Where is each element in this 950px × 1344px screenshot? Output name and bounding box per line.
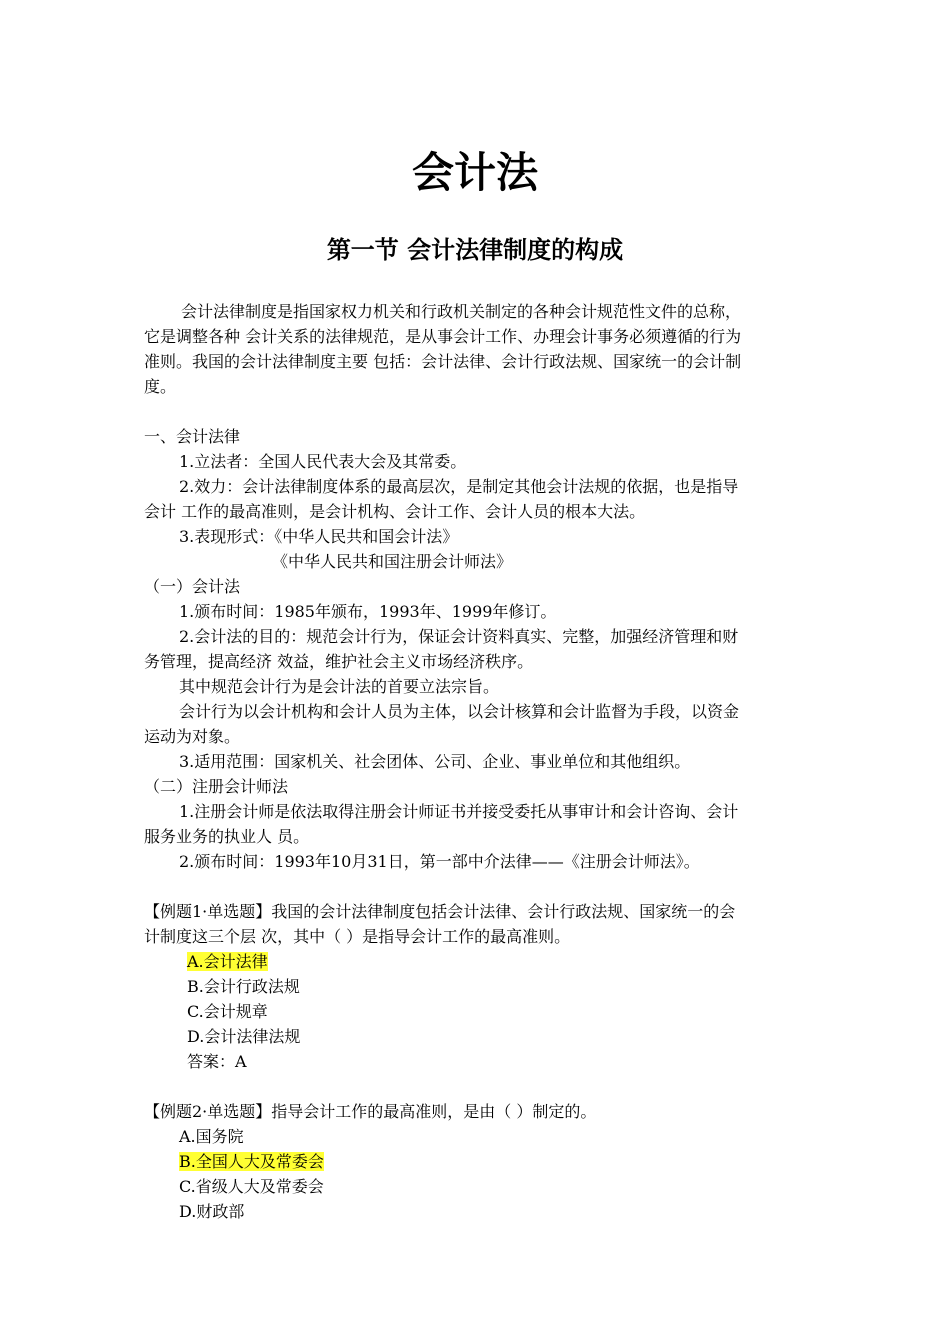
list-item: 2.颁布时间：1993年10月31日，第一部中介法律——《注册会计师法》。	[179, 852, 700, 871]
paragraph-line: 它是调整各种 会计关系的法律规范，是从事会计工作、办理会计事务必须遵循的行为	[144, 327, 742, 346]
answer: 答案：A	[187, 1052, 247, 1071]
list-item: 3.表现形式：《中华人民共和国会计法》	[179, 527, 459, 546]
list-item: 《中华人民共和国注册会计师法》	[272, 552, 513, 571]
option-d: D.财政部	[179, 1202, 245, 1221]
paragraph-line: 运动为对象。	[144, 727, 241, 746]
paragraph-line: 务管理，提高经济 效益，维护社会主义市场经济秩序。	[144, 652, 534, 671]
option-a: A.国务院	[179, 1127, 244, 1146]
option-b	[179, 1149, 324, 1174]
example-question: 计制度这三个层 次，其中（ ）是指导会计工作的最高准则。	[144, 927, 571, 946]
paragraph-line: 其中规范会计行为是会计法的首要立法宗旨。	[179, 677, 500, 696]
paragraph-line: 服务业务的执业人 员。	[144, 827, 310, 846]
list-item: 2.效力：会计法律制度体系的最高层次，是制定其他会计法规的依据，也是指导	[179, 477, 739, 496]
list-item: 2.会计法的目的：规范会计行为，保证会计资料真实、完整，加强经济管理和财	[179, 627, 739, 646]
option-c: C.省级人大及常委会	[179, 1177, 324, 1196]
list-item: 1.立法者：全国人民代表大会及其常委。	[179, 452, 467, 471]
paragraph-line: 会计 工作的最高准则，是会计机构、会计工作、会计人员的根本大法。	[144, 502, 646, 521]
paragraph-line: 准则。我国的会计法律制度主要 包括：会计法律、会计行政法规、国家统一的会计制	[144, 352, 742, 371]
list-item: 1.颁布时间：1985年颁布，1993年、1999年修订。	[179, 602, 557, 621]
list-item: 1.注册会计师是依法取得注册会计师证书并接受委托从事审计和会计咨询、会计	[179, 802, 739, 821]
paragraph-line: 度。	[144, 377, 177, 396]
option-b: B.会计行政法规	[187, 977, 300, 996]
paragraph-line: 会计行为以会计机构和会计人员为主体，以会计核算和会计监督为手段，以资金	[179, 702, 740, 721]
example-question: 【例题2·单选题】指导会计工作的最高准则，是由（ ）制定的。	[144, 1102, 597, 1121]
highlighted-answer: A.会计法律	[187, 952, 268, 971]
example-question: 【例题1·单选题】我国的会计法律制度包括会计法律、会计行政法规、国家统一的会	[144, 902, 736, 921]
paragraph-line: 会计法律制度是指国家权力机关和行政机关制定的各种会计规范性文件的总称，	[181, 302, 742, 321]
list-item: 3.适用范围：国家机关、社会团体、公司、企业、事业单位和其他组织。	[179, 752, 691, 771]
option-d: D.会计法律法规	[187, 1027, 301, 1046]
subheading: （一）会计法	[144, 577, 241, 596]
option-a	[187, 949, 268, 974]
heading-accounting-law: 一、会计法律	[144, 427, 241, 446]
document-title: 会计法	[411, 148, 538, 197]
highlighted-answer: B.全国人大及常委会	[179, 1152, 324, 1171]
option-c: C.会计规章	[187, 1002, 268, 1021]
subheading: （二）注册会计师法	[144, 777, 289, 796]
section-title: 第一节 会计法律制度的构成	[326, 235, 624, 264]
